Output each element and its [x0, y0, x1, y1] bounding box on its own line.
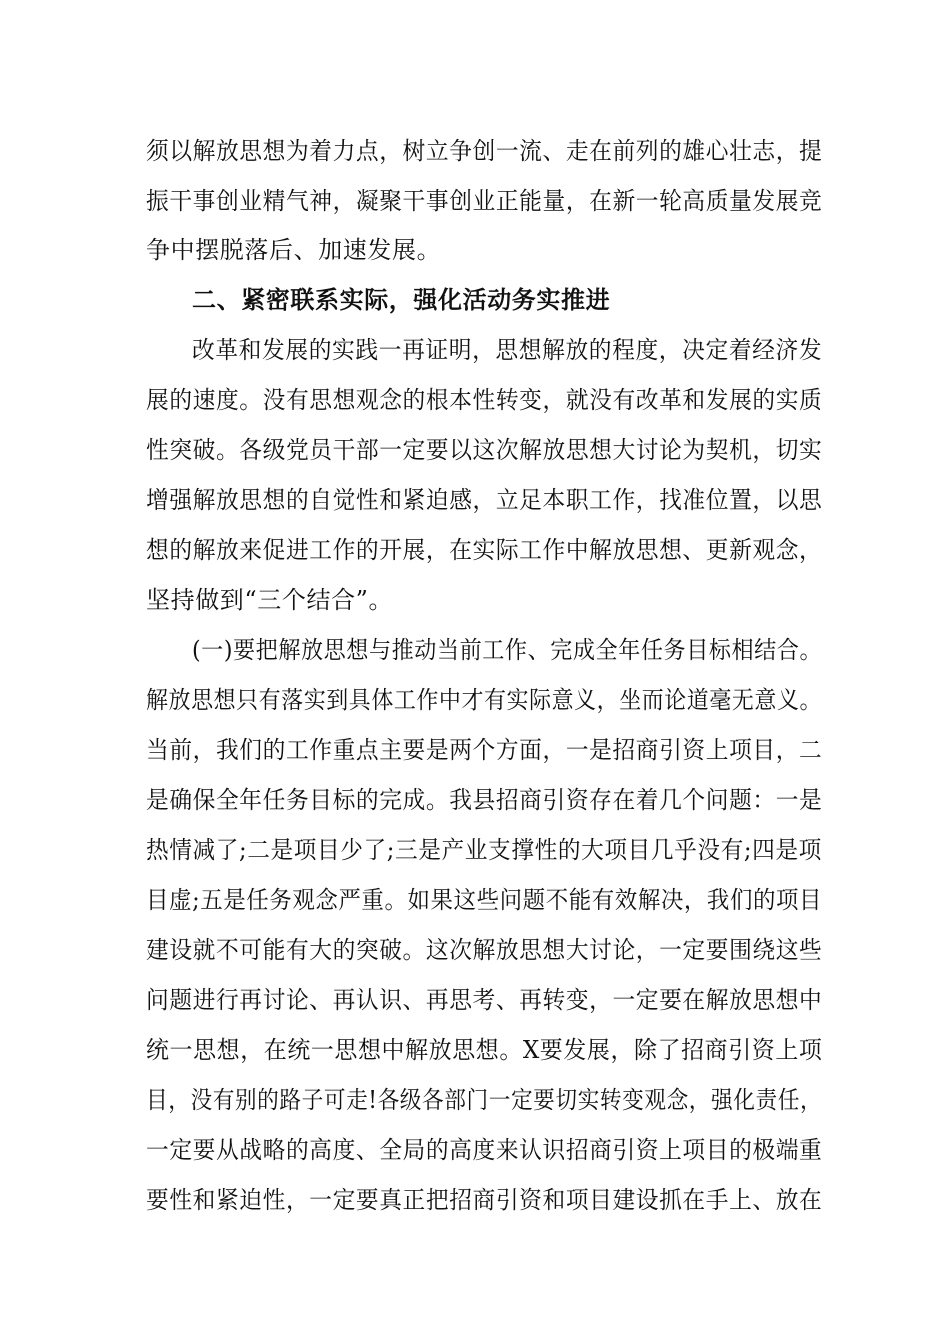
text-line: 统一思想，在统一思想中解放思想。X要发展，除了招商引资上项 — [146, 1036, 823, 1064]
text-line: 目，没有别的路子可走!各级各部门一定要切实转变观念，强化责任， — [146, 1086, 823, 1114]
text-line: 争中摆脱落后、加速发展。 — [146, 236, 442, 264]
text-line: 改革和发展的实践一再证明，思想解放的程度，决定着经济发 — [192, 336, 823, 364]
text-line: 振干事创业精气神，凝聚干事创业正能量，在新一轮高质量发展竞 — [146, 187, 823, 215]
subsection-line: (一)要把解放思想与推动当前工作、完成全年任务目标相结合。 — [192, 636, 823, 664]
text-line: 一定要从战略的高度、全局的高度来认识招商引资上项目的极端重 — [146, 1136, 823, 1164]
text-line: 须以解放思想为着力点，树立争创一流、走在前列的雄心壮志，提 — [146, 137, 823, 165]
text-line: 解放思想只有落实到具体工作中才有实际意义，坐而论道毫无意义。 — [146, 686, 823, 714]
text-line: 坚持做到“三个结合”。 — [146, 586, 394, 614]
text-line: 建设就不可能有大的突破。这次解放思想大讨论，一定要围绕这些 — [146, 936, 823, 964]
text-line: 问题进行再讨论、再认识、再思考、再转变，一定要在解放思想中 — [146, 986, 823, 1014]
text-line: 是确保全年任务目标的完成。我县招商引资存在着几个问题：一是 — [146, 786, 823, 814]
text-line: 展的速度。没有思想观念的根本性转变，就没有改革和发展的实质 — [146, 386, 823, 414]
text-line: 想的解放来促进工作的开展，在实际工作中解放思想、更新观念， — [146, 536, 823, 564]
text-line: 当前，我们的工作重点主要是两个方面，一是招商引资上项目，二 — [146, 736, 823, 764]
text-line: 要性和紧迫性，一定要真正把招商引资和项目建设抓在手上、放在 — [146, 1186, 823, 1214]
text-line: 增强解放思想的自觉性和紧迫感，立足本职工作，找准位置，以思 — [146, 486, 823, 514]
text-line: 性突破。各级党员干部一定要以这次解放思想大讨论为契机，切实 — [146, 436, 823, 464]
section-heading: 二、紧密联系实际，强化活动务实推进 — [192, 285, 611, 314]
text-line: 目虚;五是任务观念严重。如果这些问题不能有效解决，我们的项目 — [146, 886, 823, 914]
text-line: 热情减了;二是项目少了;三是产业支撑性的大项目几乎没有;四是项 — [146, 836, 822, 864]
